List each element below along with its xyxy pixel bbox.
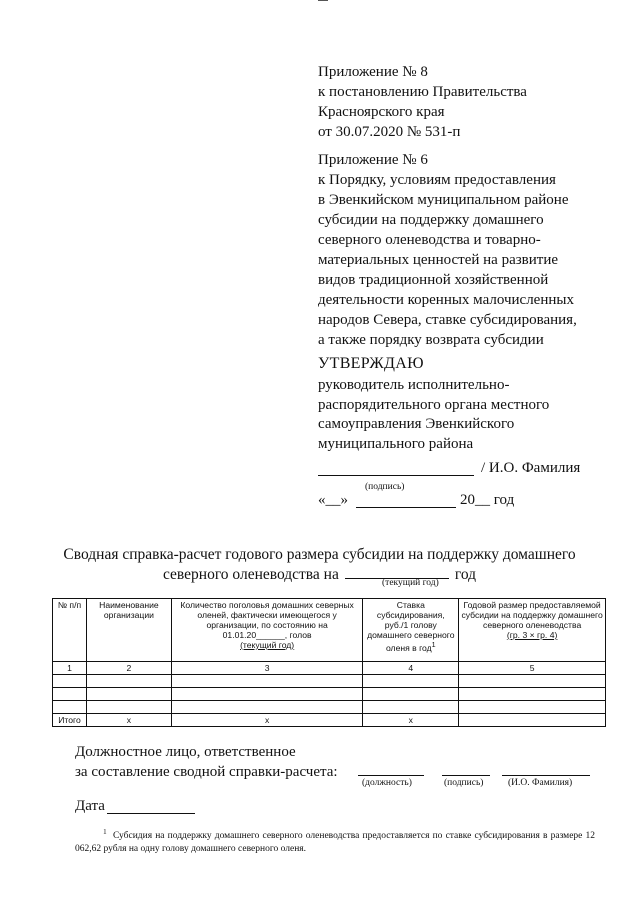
appendix-6-line: в Эвенкийском муниципальном районе [318,192,569,208]
date-day-field[interactable]: «__» [318,492,348,508]
header-herd-count-text: Количество поголовья домашних северных оленей, фактически имеющегося у организации, по состоянию на 01.01.20______, голов [180,600,354,640]
table-cell[interactable] [86,701,171,714]
approval-line: руководитель исполнительно- [318,377,510,393]
title-line-1: Сводная справка-расчет годового размера субсидии на поддержку домашнего [63,546,576,563]
footnote-text: Субсидия на поддержку домашнего северного оленеводства предоставляется по ставке субсидирования в размере 12 062,62 рубля на одну голову домашнего северного оленя. [75,831,596,855]
position-caption: (должность) [362,778,412,788]
position-field-line[interactable] [358,775,424,776]
date-label: Дата [75,798,105,814]
approval-line: распорядительного органа местного [318,396,550,413]
appendix-6-line: северного оленеводства и товарно- [318,232,541,248]
header-rate [363,599,459,662]
table-cell[interactable] [86,675,171,688]
total-cell: x [171,714,362,727]
approval-title: УТВЕРЖДАЮ [318,355,424,372]
total-label: Итого [53,714,87,727]
appendix-8-line: от 30.07.2020 № 531-п [318,124,461,140]
header-herd-count-caption: (текущий год) [240,640,295,650]
appendix-6-line: деятельности коренных малочисленных [318,292,574,308]
header-annual-subsidy [459,599,606,662]
responsible-line-1: Должностное лицо, ответственное [75,744,296,760]
table-cell[interactable] [459,675,606,688]
name-field-line[interactable] [502,775,590,776]
header-herd-count [171,599,362,662]
total-cell[interactable] [459,714,606,727]
header-annual-subsidy-text: Годовой размер предоставляемой субсидии на поддержку домашнего северного оленеводства [461,600,603,630]
approval-body [318,376,549,454]
signature-line[interactable] [318,475,474,476]
table-row [53,701,606,714]
table-cell[interactable] [53,688,87,701]
table-cell[interactable] [86,688,171,701]
header-organization: Наименование организации [86,599,171,662]
appendix-6-line: а также порядку возврата субсидии [318,332,544,348]
appendix-8-line: Приложение № 8 [318,64,428,80]
header-number: № п/п [53,599,87,662]
appendix-6-line: народов Севера, ставке субсидирования, [318,312,577,328]
table-cell[interactable] [363,701,459,714]
column-number: 1 [53,662,87,675]
responsible-block [75,742,338,782]
signature-caption: (подпись) [365,482,405,492]
appendix-8-block [318,62,527,142]
header-annual-subsidy-formula: (гр. 3 × гр. 4) [506,630,558,640]
table-cell[interactable] [363,675,459,688]
appendix-6-line: субсидии на поддержку домашнего [318,212,544,228]
approval-signature-row [318,460,588,480]
document-title [0,545,639,584]
appendix-8-line: к постановлению Правительства [318,84,527,100]
appendix-6-block [318,150,577,350]
column-number: 2 [86,662,171,675]
table-cell[interactable] [459,688,606,701]
column-number: 4 [363,662,459,675]
total-cell: x [363,714,459,727]
date-year-field[interactable]: 20__ год [460,492,515,508]
table-total-row [53,714,606,727]
signature-field-line[interactable] [442,775,490,776]
title-line-2 [0,564,639,584]
appendix-8-line: Красноярского края [318,104,445,120]
table-row [53,675,606,688]
footnote [75,826,595,856]
title-line-2-end: год [454,566,477,583]
table-header-row [53,599,606,662]
approver-name: / И.О. Фамилия [481,460,581,476]
title-year-field[interactable] [345,564,449,579]
footnote-mark: 1 [103,828,107,836]
approval-line: самоуправления Эвенкийского [318,416,515,432]
column-number: 5 [459,662,606,675]
appendix-6-line: материальных ценностей на развитие [318,252,558,268]
approval-line: муниципального района [318,435,474,452]
appendix-6-line: видов традиционной хозяйственной [318,272,549,288]
date-field-line[interactable] [107,813,195,814]
appendix-6-line: к Порядку, условиям предоставления [318,172,556,188]
responsible-line-2: за составление сводной справки-расчета: [75,764,338,780]
title-line-2-text: северного оленеводства на [162,566,339,583]
name-caption: (И.О. Фамилия) [508,778,573,788]
header-rate-text: Ставка субсидирования, руб./1 голову домашнего северного оленя в год [367,600,455,653]
appendix-6-line: Приложение № 6 [318,152,428,168]
table-column-numbers-row [53,662,606,675]
subsidy-table [52,598,606,727]
approval-date-row [318,492,578,512]
table-cell[interactable] [363,688,459,701]
top-dash-mark [318,0,328,1]
table-row [53,688,606,701]
table-cell[interactable] [171,701,362,714]
column-number: 3 [171,662,362,675]
table-cell[interactable] [171,688,362,701]
table-cell[interactable] [459,701,606,714]
table-cell[interactable] [53,701,87,714]
table-cell[interactable] [53,675,87,688]
signature-caption-2: (подпись) [444,778,484,788]
header-rate-footnote-mark: 1 [431,641,436,649]
date-month-line[interactable] [356,507,456,508]
total-cell: x [86,714,171,727]
title-year-caption: (текущий год) [382,578,439,588]
table-cell[interactable] [171,675,362,688]
